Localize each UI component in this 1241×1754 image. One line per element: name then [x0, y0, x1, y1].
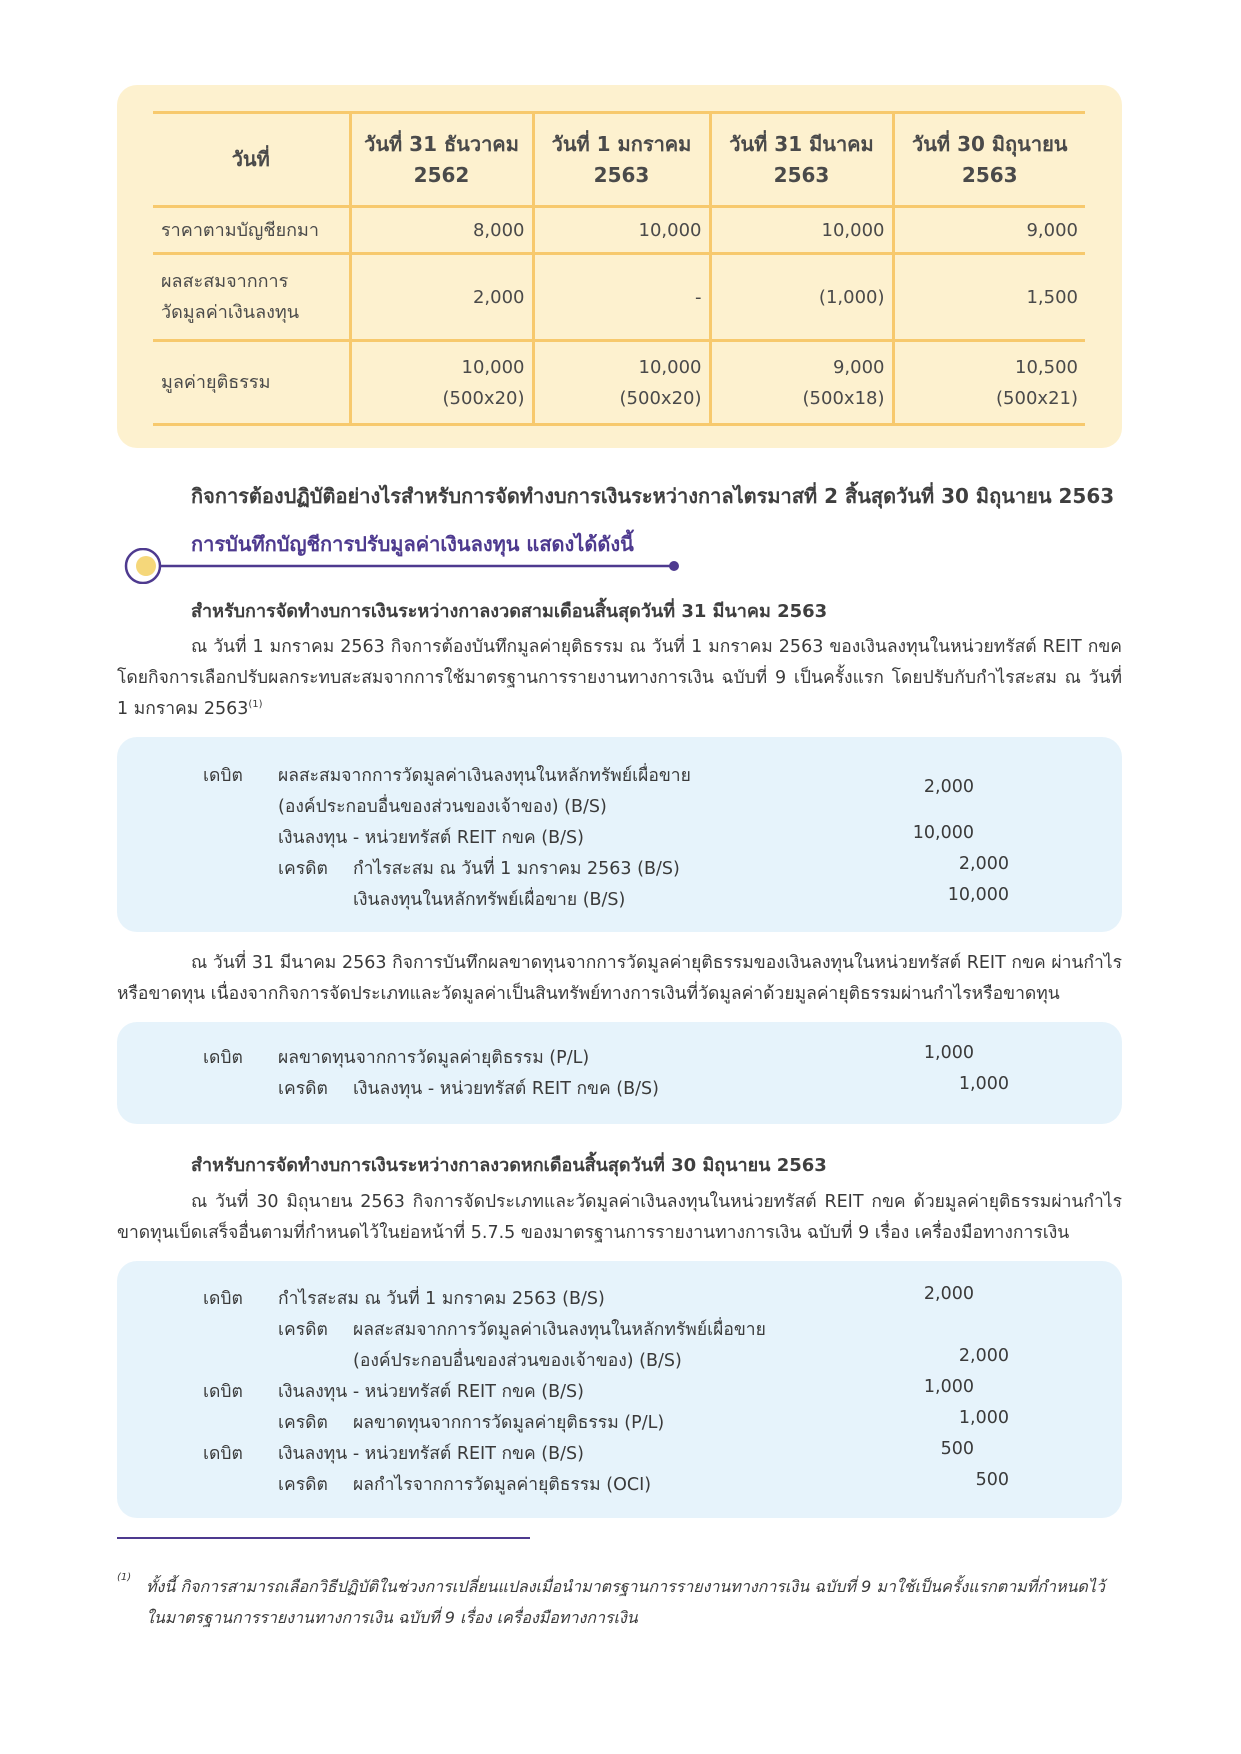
- table-row: [153, 207, 1085, 254]
- credit-account: ผลกำไรจากการวัดมูลค่ายุติธรรม (OCI): [353, 1475, 652, 1495]
- row-label: ผลสะสมจากการ วัดมูลค่าเงินลงทุน: [153, 254, 350, 341]
- credit-account: กำไรสะสม ณ วันที่ 1 มกราคม 2563 (B/S): [353, 859, 680, 879]
- debit-account: เงินลงทุน - หน่วยทรัสต์ REIT กขค (B/S): [278, 828, 584, 848]
- table-cell: 10,500 (500x21): [996, 356, 1078, 409]
- q1-paragraph2: [117, 948, 1122, 1010]
- table-cell: 9,000 (500x18): [710, 341, 893, 425]
- credit-account-cont: (องค์ประกอบอื่นของส่วนของเจ้าของ) (B/S): [353, 1351, 682, 1371]
- credit-amount: 2,000: [958, 1346, 1009, 1366]
- table-cell: 10,000: [533, 207, 710, 254]
- table-cell: 10,000 (500x20): [350, 341, 533, 425]
- table-cell: 10,000: [710, 207, 893, 254]
- table-cell: 8,000: [350, 207, 533, 254]
- footnote-mark: (1): [117, 1572, 132, 1583]
- credit-amount: 2,000: [958, 854, 1009, 874]
- table-header-row: [153, 113, 1085, 207]
- debit-account: เงินลงทุน - หน่วยทรัสต์ REIT กขค (B/S): [278, 1382, 584, 1402]
- footnote-ref: (1): [248, 699, 263, 711]
- row-label: ราคาตามบัญชียกมา: [153, 207, 350, 254]
- table-cell: 1,500: [1026, 286, 1078, 308]
- header-dec-31-2562: วันที่ 31 ธันวาคม 2562: [350, 113, 533, 207]
- debit-amount: 2,000: [923, 1284, 974, 1304]
- footnote-text: ทั้งนี้ กิจการสามารถเลือกวิธีปฏิบัติในช่วงการเปลี่ยนแปลงเมื่อนำมาตรฐานการรายงานทางการเงิน ฉบับที่ 9 มาใช้เป็นครั้งแรกตามที่กำหนดไว้ในมาตรฐานการรายงานทางการเงิน ฉบับที่ 9 เรื่อง เครื่องมือทางการเงิน: [146, 1577, 1105, 1627]
- table-cell: 9,000: [1026, 219, 1078, 241]
- table-cell: 2,000: [350, 254, 533, 341]
- q1-paragraph1: [117, 632, 1122, 725]
- credit-label: เครดิต: [278, 1475, 328, 1495]
- debit-label: เดบิต: [203, 1382, 243, 1402]
- credit-account: เงินลงทุนในหลักทรัพย์เผื่อขาย (B/S): [353, 890, 626, 910]
- header-mar-31-2563: วันที่ 31 มีนาคม 2563: [710, 113, 893, 207]
- valuation-table-panel: [117, 85, 1122, 448]
- journal-entry-box-1: [117, 737, 1122, 932]
- credit-account: ผลสะสมจากการวัดมูลค่าเงินลงทุนในหลักทรัพย์เผื่อขาย: [353, 1320, 766, 1340]
- debit-account: เงินลงทุน - หน่วยทรัสต์ REIT กขค (B/S): [278, 1444, 584, 1464]
- q1-paragraph2-text: ณ วันที่ 31 มีนาคม 2563 กิจการบันทึกผลขาดทุนจากการวัดมูลค่ายุติธรรมของเงินลงทุนในหน่วยทรัสต์ REIT กขค ผ่านกำไรหรือขาดทุน เนื่องจากกิจการจัดประเภทและวัดมูลค่าเป็นสินทรัพย์ทางการเงินที่วัดมูลค่าด้วยมูลค่ายุติธรรมผ่านกำไรหรือขาดทุน: [117, 953, 1122, 1004]
- table-cell: 10,000 (500x20): [533, 341, 710, 425]
- q1-heading: สำหรับการจัดทำงบการเงินระหว่างกาลงวดสามเดือนสิ้นสุดวันที่ 31 มีนาคม 2563: [191, 601, 828, 622]
- table-row: [153, 254, 1085, 341]
- credit-amount: 1,000: [958, 1074, 1009, 1094]
- credit-account: ผลขาดทุนจากการวัดมูลค่ายุติธรรม (P/L): [353, 1413, 665, 1433]
- header-date: วันที่: [153, 113, 350, 207]
- main-question: กิจการต้องปฏิบัติอย่างไรสำหรับการจัดทำงบการเงินระหว่างกาลไตรมาสที่ 2 สิ้นสุดวันที่ 30 มิถุนายน 2563: [191, 484, 1115, 508]
- credit-label: เครดิต: [278, 1320, 328, 1340]
- q2-paragraph: [117, 1187, 1122, 1249]
- credit-amount: 1,000: [958, 1408, 1009, 1428]
- q1-paragraph1-text: ณ วันที่ 1 มกราคม 2563 กิจการต้องบันทึกมูลค่ายุติธรรม ณ วันที่ 1 มกราคม 2563 ของเงินลงทุนในหน่วยทรัสต์ REIT กขค โดยกิจการเลือกปรับผลกระทบสะสมจากการใช้มาตรฐานการรายงานทางการเงิน ฉบับที่ 9 เป็นครั้งแรก โดยปรับกับกำไรสะสม ณ วันที่ 1 มกราคม 2563: [117, 637, 1122, 719]
- section-heading: การบันทึกบัญชีการปรับมูลค่าเงินลงทุน แสดงได้ดังนี้: [191, 532, 634, 556]
- header-jun-30-2563: วันที่ 30 มิถุนายน 2563: [912, 131, 1068, 187]
- credit-amount: 10,000: [947, 885, 1009, 905]
- header-jan-1-2563: วันที่ 1 มกราคม 2563: [533, 113, 710, 207]
- debit-account: ผลขาดทุนจากการวัดมูลค่ายุติธรรม (P/L): [278, 1048, 590, 1068]
- debit-label: เดบิต: [203, 1444, 243, 1464]
- debit-amount: 500: [940, 1439, 974, 1459]
- debit-account-cont: (องค์ประกอบอื่นของส่วนของเจ้าของ) (B/S): [278, 797, 607, 817]
- credit-account: เงินลงทุน - หน่วยทรัสต์ REIT กขค (B/S): [353, 1079, 659, 1099]
- q2-heading: สำหรับการจัดทำงบการเงินระหว่างกาลงวดหกเดือนสิ้นสุดวันที่ 30 มิถุนายน 2563: [191, 1155, 827, 1176]
- debit-amount: 10,000: [912, 823, 974, 843]
- debit-label: เดบิต: [203, 1289, 243, 1309]
- journal-entry-box-2: [117, 1022, 1122, 1124]
- journal-entry-box-3: [117, 1261, 1122, 1518]
- table-cell: (1,000): [710, 254, 893, 341]
- row-label: มูลค่ายุติธรรม: [153, 341, 350, 425]
- credit-label: เครดิต: [278, 859, 328, 879]
- debit-account: กำไรสะสม ณ วันที่ 1 มกราคม 2563 (B/S): [278, 1289, 605, 1309]
- credit-label: เครดิต: [278, 1079, 328, 1099]
- debit-account: ผลสะสมจากการวัดมูลค่าเงินลงทุนในหลักทรัพย์เผื่อขาย: [278, 766, 691, 786]
- table-row: [153, 341, 1085, 425]
- table-cell: -: [533, 254, 710, 341]
- valuation-table: [153, 111, 1085, 426]
- debit-label: เดบิต: [203, 1048, 243, 1068]
- credit-label: เครดิต: [278, 1413, 328, 1433]
- debit-label: เดบิต: [203, 766, 243, 786]
- footnote-divider: [117, 1537, 530, 1539]
- q2-paragraph-text: ณ วันที่ 30 มิถุนายน 2563 กิจการจัดประเภทและวัดมูลค่าเงินลงทุนในหน่วยทรัสต์ REIT กขค ด้วยมูลค่ายุติธรรมผ่านกำไรขาดทุนเบ็ดเสร็จอื่นตามที่กำหนดไว้ในย่อหน้าที่ 5.7.5 ของมาตรฐานการรายงานทางการเงิน ฉบับที่ 9 เรื่อง เครื่องมือทางการเงิน: [117, 1192, 1122, 1243]
- debit-amount: 2,000: [923, 777, 974, 797]
- debit-amount: 1,000: [923, 1043, 974, 1063]
- debit-amount: 1,000: [923, 1377, 974, 1397]
- credit-amount: 500: [975, 1470, 1009, 1490]
